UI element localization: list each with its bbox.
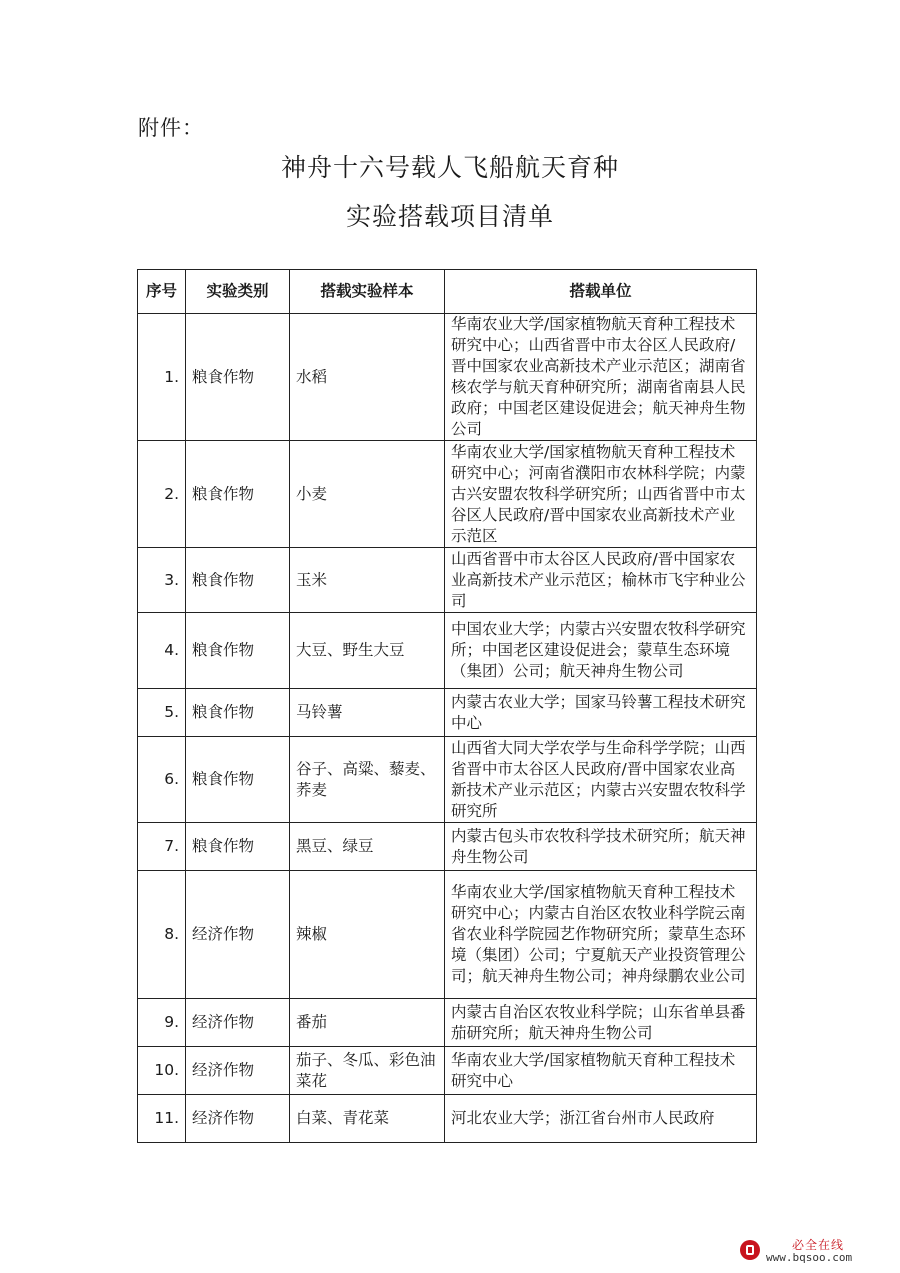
row-sample: 谷子、高粱、藜麦、荞麦 — [290, 737, 445, 823]
header-category: 实验类别 — [186, 270, 290, 314]
row-category: 粮食作物 — [186, 737, 290, 823]
row-unit: 山西省大同大学农学与生命科学学院；山西省晋中市太谷区人民政府/晋中国家农业高新技术产业示范区；内蒙古兴安盟农牧科学研究所 — [445, 737, 757, 823]
row-unit: 华南农业大学/国家植物航天育种工程技术研究中心 — [445, 1047, 757, 1095]
row-unit: 华南农业大学/国家植物航天育种工程技术研究中心；河南省濮阳市农林科学院；内蒙古兴安盟农牧科学研究所；山西省晋中市太谷区人民政府/晋中国家农业高新技术产业示范区 — [445, 441, 757, 548]
row-unit: 内蒙古农业大学；国家马铃薯工程技术研究中心 — [445, 689, 757, 737]
row-unit: 中国农业大学；内蒙古兴安盟农牧科学研究所；中国老区建设促进会；蒙草生态环境（集团）公司；航天神舟生物公司 — [445, 613, 757, 689]
row-no: 4. — [138, 613, 186, 689]
row-no: 2. — [138, 441, 186, 548]
watermark-site-name: 必全在线 — [792, 1238, 845, 1252]
row-sample: 水稻 — [290, 314, 445, 441]
row-no: 11. — [138, 1095, 186, 1143]
row-no: 7. — [138, 823, 186, 871]
document-title-line1: 神舟十六号载人飞船航天育种 — [280, 153, 619, 182]
row-no: 8. — [138, 871, 186, 999]
table-row — [138, 737, 757, 823]
table-row — [138, 823, 757, 871]
row-sample: 马铃薯 — [290, 689, 445, 737]
row-unit: 河北农业大学；浙江省台州市人民政府 — [445, 1095, 757, 1143]
row-sample: 白菜、青花菜 — [290, 1095, 445, 1143]
table-header-row — [138, 270, 757, 314]
row-no: 1. — [138, 314, 186, 441]
row-unit: 华南农业大学/国家植物航天育种工程技术研究中心；山西省晋中市太谷区人民政府/晋中国家农业高新技术产业示范区；湖南省核农学与航天育种研究所；湖南省南县人民政府；中国老区建设促进会；航天神舟生物公司 — [445, 314, 757, 441]
row-sample: 茄子、冬瓜、彩色油菜花 — [290, 1047, 445, 1095]
row-no: 9. — [138, 999, 186, 1047]
table-row — [138, 689, 757, 737]
row-sample: 辣椒 — [290, 871, 445, 999]
table-row — [138, 548, 757, 613]
row-category: 粮食作物 — [186, 823, 290, 871]
row-category: 经济作物 — [186, 1047, 290, 1095]
row-category: 经济作物 — [186, 871, 290, 999]
row-category: 粮食作物 — [186, 613, 290, 689]
row-category: 粮食作物 — [186, 548, 290, 613]
row-category: 粮食作物 — [186, 689, 290, 737]
row-no: 3. — [138, 548, 186, 613]
table-row — [138, 441, 757, 548]
header-unit: 搭载单位 — [445, 270, 757, 314]
header-no: 序号 — [138, 270, 186, 314]
table-row — [138, 999, 757, 1047]
payload-project-table — [137, 269, 757, 1143]
row-unit: 山西省晋中市太谷区人民政府/晋中国家农业高新技术产业示范区；榆林市飞宇种业公司 — [445, 548, 757, 613]
row-no: 10. — [138, 1047, 186, 1095]
watermark-url: www.bqsoo.com — [766, 1251, 853, 1264]
row-category: 经济作物 — [186, 1095, 290, 1143]
row-category: 经济作物 — [186, 999, 290, 1047]
site-watermark — [740, 1236, 890, 1266]
table-row — [138, 613, 757, 689]
row-sample: 黑豆、绿豆 — [290, 823, 445, 871]
row-sample: 玉米 — [290, 548, 445, 613]
table-row — [138, 1095, 757, 1143]
attachment-label: 附件： — [138, 116, 204, 140]
document-title-line2: 实验搭载项目清单 — [345, 202, 554, 231]
table-row — [138, 314, 757, 441]
header-sample: 搭载实验样本 — [290, 270, 445, 314]
row-unit: 内蒙古自治区农牧业科学院；山东省单县番茄研究所；航天神舟生物公司 — [445, 999, 757, 1047]
row-category: 粮食作物 — [186, 314, 290, 441]
bqsoo-logo-icon — [740, 1240, 760, 1260]
row-category: 粮食作物 — [186, 441, 290, 548]
row-sample: 番茄 — [290, 999, 445, 1047]
row-sample: 小麦 — [290, 441, 445, 548]
row-unit: 华南农业大学/国家植物航天育种工程技术研究中心；内蒙古自治区农牧业科学院云南省农业科学院园艺作物研究所；蒙草生态环境（集团）公司；宁夏航天产业投资管理公司；航天神舟生物公司；神舟绿鹏农业公司 — [445, 871, 757, 999]
row-no: 5. — [138, 689, 186, 737]
row-sample: 大豆、野生大豆 — [290, 613, 445, 689]
row-unit: 内蒙古包头市农牧科学技术研究所；航天神舟生物公司 — [445, 823, 757, 871]
table-row — [138, 871, 757, 999]
row-no: 6. — [138, 737, 186, 823]
table-row — [138, 1047, 757, 1095]
